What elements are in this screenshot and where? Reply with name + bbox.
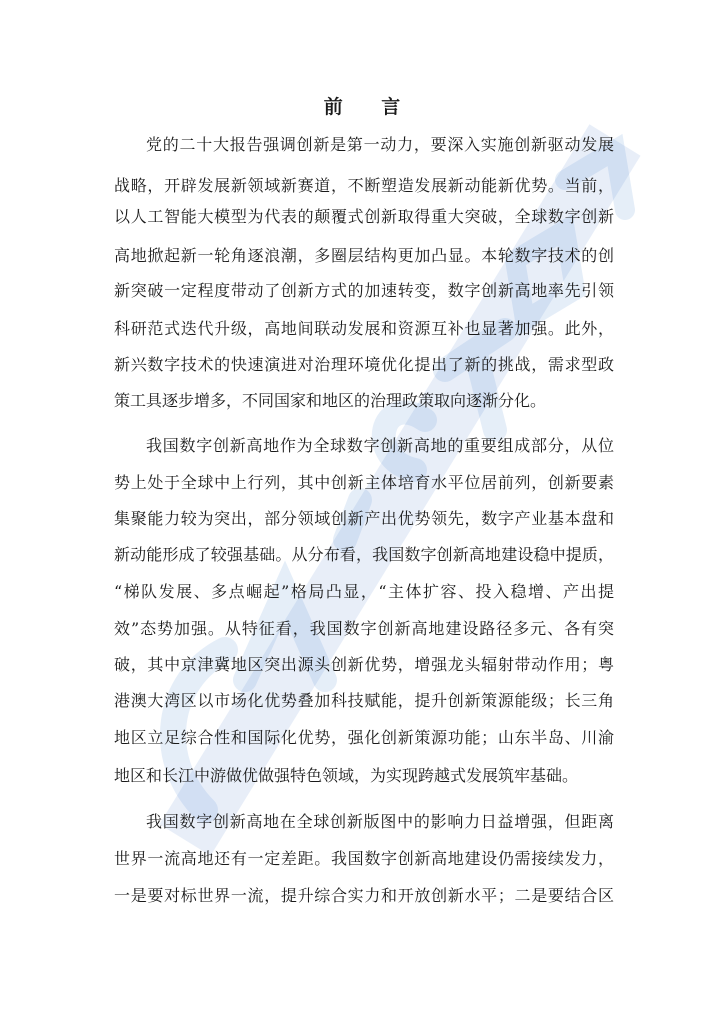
text-line: 策工具逐步增多，不同国家和地区的治理政策取向逐渐分化。 bbox=[114, 391, 547, 410]
text-line: 新兴数字技术的快速演进对治理环境优化提出了新的挑战，需求型政 bbox=[114, 355, 614, 374]
text-line: 我国数字创新高地作为全球数字创新高地的重要组成部分，从位 bbox=[146, 436, 614, 455]
text-line: 以人工智能大模型为代表的颠覆式创新取得重大突破，全球数字创新 bbox=[114, 207, 614, 226]
text-line: 地区和长江中游做优做强特色领域，为实现跨越式发展筑牢基础。 bbox=[114, 766, 579, 785]
text-line: 地区立足综合性和国际化优势，强化创新策源功能；山东半岛、川渝 bbox=[114, 728, 614, 747]
text-line: 我国数字创新高地在全球创新版图中的影响力日益增强，但距离 bbox=[146, 812, 614, 831]
page-title: 前 言 bbox=[323, 96, 417, 118]
text-line: 党的二十大报告强调创新是第一动力，要深入实施创新驱动发展 bbox=[146, 135, 614, 154]
text-line: “梯队发展、多点崛起”格局凸显，“主体扩容、投入稳增、产出提 bbox=[114, 582, 614, 601]
text-line: 港澳大湾区以市场化优势叠加科技赋能，提升创新策源能级；长三角 bbox=[114, 691, 614, 710]
watermark-t-shape bbox=[445, 330, 505, 430]
text-line: 势上处于全球中上行列，其中创新主体培育水平位居前列，创新要素 bbox=[114, 473, 614, 492]
text-line: 破，其中京津冀地区突出源头创新优势，增强龙头辐射带动作用；粤 bbox=[114, 655, 614, 674]
text-line: 世界一流高地还有一定差距。我国数字创新高地建设仍需接续发力， bbox=[114, 849, 614, 868]
text-line: 高地掀起新一轮角逐浪潮，多圈层结构更加凸显。本轮数字技术的创 bbox=[114, 246, 614, 265]
text-line: 效”态势加强。从特征看，我国数字创新高地建设路径多元、各有突 bbox=[114, 619, 614, 638]
text-line: 一是要对标世界一流，提升综合实力和开放创新水平；二是要结合区 bbox=[114, 886, 614, 905]
watermark-char-shape bbox=[515, 230, 575, 320]
text-line: 科研范式迭代升级，高地间联动发展和资源互补也显著加强。此外， bbox=[114, 319, 614, 338]
text-line: 集聚能力较为突出，部分领域创新产出优势领先，数字产业基本盘和 bbox=[114, 509, 614, 528]
text-line: 新突破一定程度带动了创新方式的加速转变，数字创新高地率先引领 bbox=[114, 281, 614, 300]
text-line: 新动能形成了较强基础。从分布看，我国数字创新高地建设稳中提质， bbox=[114, 545, 614, 564]
text-line: 战略，开辟发展新领域新赛道，不断塑造发展新动能新优势。当前， bbox=[114, 176, 614, 195]
